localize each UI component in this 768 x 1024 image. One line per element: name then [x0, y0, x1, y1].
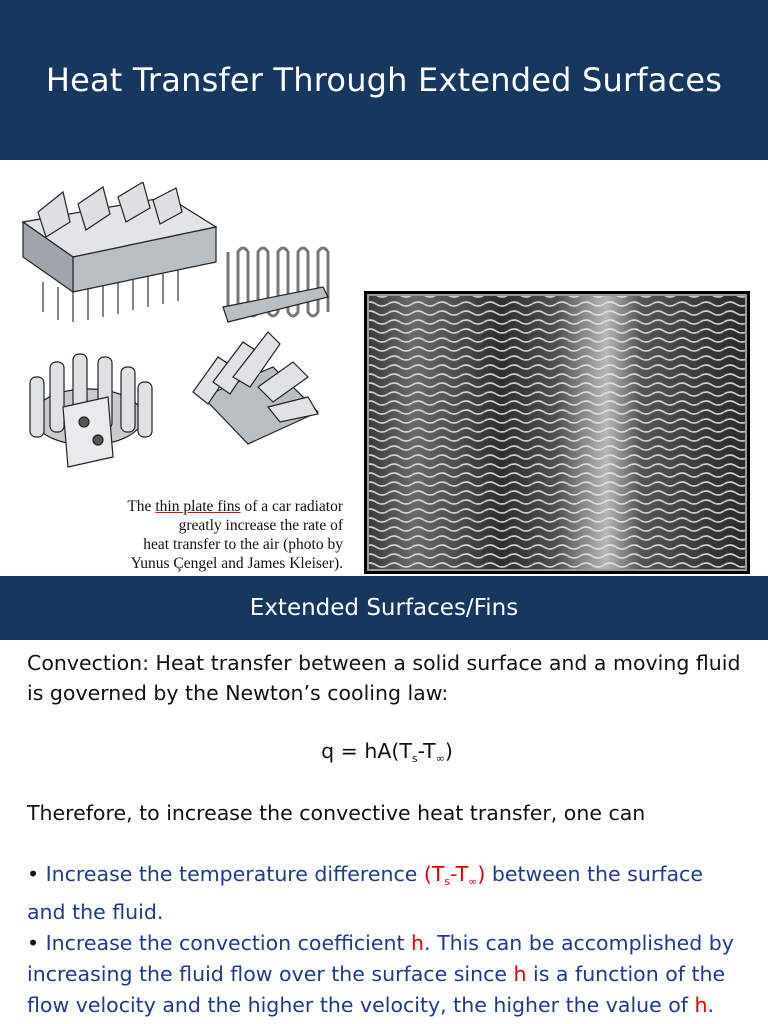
- eq-sub-inf: ∞: [435, 752, 445, 765]
- bullet-temperature: [27, 859, 747, 928]
- bullet1-paren-open: (T: [423, 862, 445, 886]
- caption-line2: greatly increase the rate of: [178, 517, 343, 534]
- content-body: [27, 648, 747, 1021]
- bullet2-h1: h: [411, 931, 425, 955]
- bullet1-paren-close: ): [477, 862, 486, 886]
- bullet2-end: .: [707, 993, 715, 1017]
- bullet1-post: between the surface and the fluid.: [27, 862, 703, 924]
- intro-text: Convection: Heat transfer between a solid surface and a moving fluid is governed by the Newton’s cooling law:: [27, 651, 741, 705]
- caption-underlined: thin plate fins: [155, 498, 241, 515]
- eq-sub-s: s: [411, 752, 418, 765]
- bullet2-pre: Increase the convection coefficient: [39, 931, 412, 955]
- newton-equation: [27, 736, 747, 774]
- bullet-icon: •: [27, 862, 40, 886]
- bullet2-mid2: is a function of the flow velocity and the higher the velocity, the higher the value of: [27, 962, 726, 1017]
- eq-dash: -T: [417, 739, 436, 763]
- heat-sink-fins-icon: [18, 182, 338, 472]
- bullet1-pre: Increase the temperature difference: [39, 862, 424, 886]
- caption-line3: heat transfer to the air (photo by: [143, 536, 343, 553]
- eq-close: ): [444, 739, 453, 763]
- bullet2-h2: h: [513, 962, 527, 986]
- section-title: Extended Surfaces/Fins: [249, 595, 519, 621]
- section-header: [0, 576, 768, 640]
- title-bar: [0, 0, 768, 160]
- caption-pre: The: [127, 498, 156, 515]
- bullet1-sub-inf: ∞: [468, 875, 478, 888]
- bullet1-sub-s: s: [444, 875, 451, 888]
- bullet-coefficient: [27, 928, 747, 1021]
- bullet1-dash: -T: [450, 862, 469, 886]
- bullet2-mid: . This can be accomplished by increasing the fluid flow over the surface since: [27, 931, 734, 986]
- eq-lhs: q = hA(T: [321, 739, 412, 763]
- therefore-text: Therefore, to increase the convective heat transfer, one can: [27, 801, 646, 825]
- slide-title: Heat Transfer Through Extended Surfaces: [45, 61, 723, 99]
- bullet2-h3: h: [694, 993, 708, 1017]
- bullet-icon: •: [27, 931, 40, 955]
- caption-rest-line1: of a car radiator: [240, 498, 343, 515]
- figure-area: [0, 160, 768, 576]
- caption-line4: Yunus Çengel and James Kleiser).: [130, 555, 343, 572]
- radiator-fins-photo: [364, 291, 750, 574]
- figure-caption: [18, 497, 343, 573]
